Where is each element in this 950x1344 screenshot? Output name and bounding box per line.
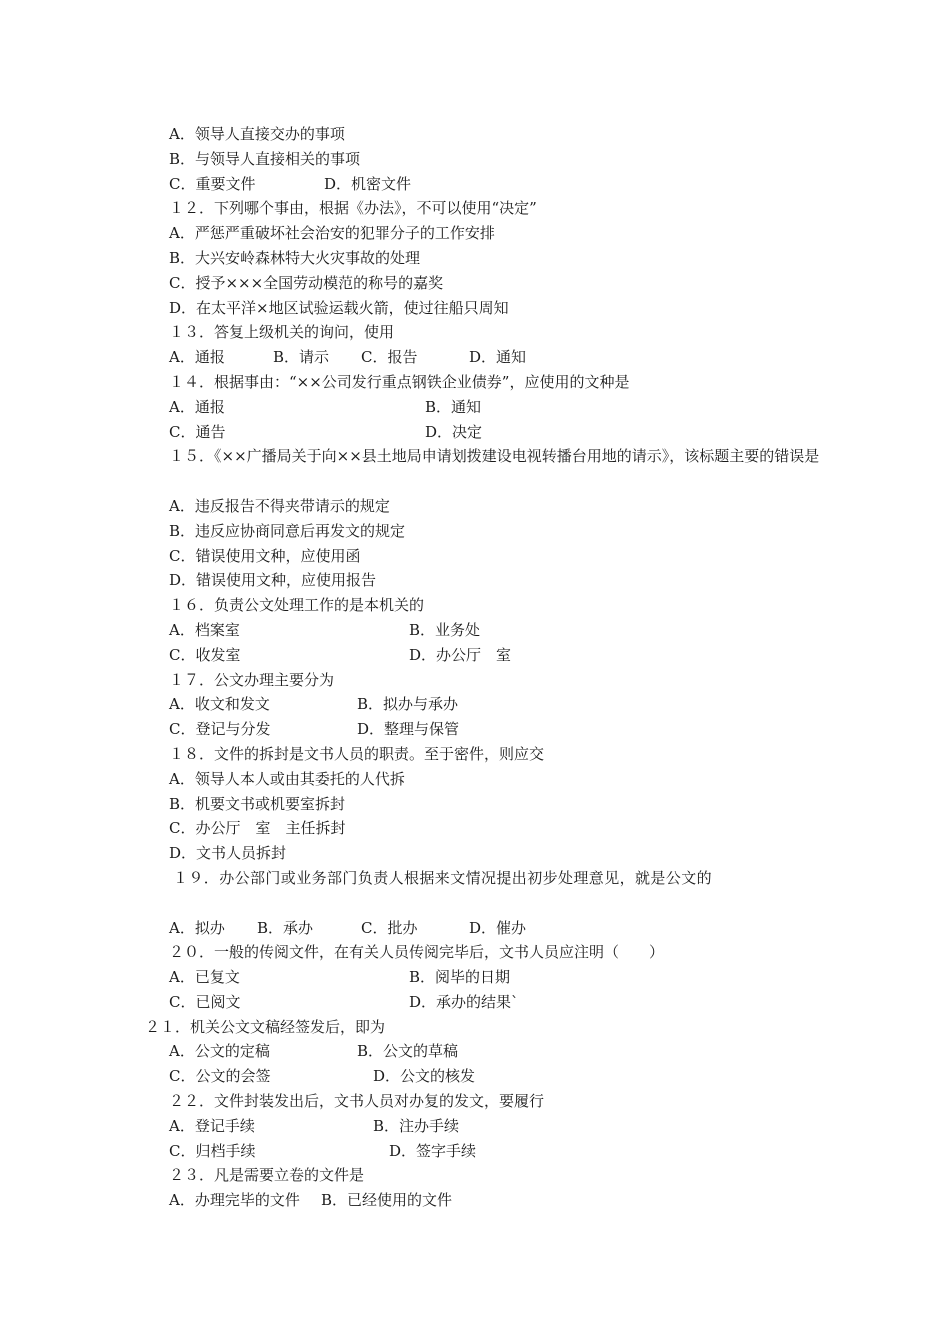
question-16: １６．负责公文处理工作的是本机关的 [169, 596, 425, 615]
option-b: B．请示 [273, 348, 330, 367]
option-a: A．通报 [169, 348, 225, 367]
option-row [145, 345, 825, 370]
option-row [145, 172, 825, 197]
option-row [145, 1064, 825, 1089]
option-d: D．承办的结果` [409, 992, 519, 1011]
option-b: B．注办手续 [373, 1116, 460, 1135]
question-21: ２１．机关公文文稿经签发后，即为 [145, 1017, 386, 1036]
question-23: ２３．凡是需要立卷的文件是 [169, 1166, 365, 1185]
option-b: B．承办 [257, 918, 314, 937]
blank-line [145, 891, 825, 916]
option-d: D．整理与保管 [357, 720, 460, 739]
option-a: A．已复文 [169, 968, 240, 987]
option-a: A．办理完毕的文件 [169, 1191, 300, 1210]
question-18: １８．文件的拆封是文书人员的职责。至于密件，则应交 [169, 744, 545, 763]
option-a: A．拟办 [169, 918, 225, 937]
option-line: B．违反应协商同意后再发文的规定 [169, 521, 406, 540]
option-line: A．严惩严重破坏社会治安的犯罪分子的工作安排 [169, 224, 495, 243]
option-row [145, 395, 825, 420]
option-c: C．登记与分发 [169, 720, 271, 739]
option-b: B．拟办与承办 [357, 695, 459, 714]
option-b: B．业务处 [409, 620, 481, 639]
option-b: B．公文的草稿 [357, 1042, 459, 1061]
option-a: A．公文的定稿 [169, 1042, 270, 1061]
question-19: １９．办公部门或业务部门负责人根据来文情况提出初步处理意见，就是公文的 [173, 868, 713, 887]
option-c: C．重要文件 [169, 174, 256, 193]
option-row [145, 965, 825, 990]
option-c: C．归档手续 [169, 1141, 256, 1160]
option-c: C．已阅文 [169, 992, 241, 1011]
option-d: D．办公厅 室 [409, 645, 512, 664]
option-row [145, 916, 825, 941]
option-row [145, 643, 825, 668]
question-14: １４．根据事由：“××公司发行重点钢铁企业债券”，应使用的文种是 [169, 372, 630, 391]
option-d: D．通知 [469, 348, 527, 367]
option-row [145, 420, 825, 445]
option-d: D．催办 [469, 918, 527, 937]
option-c: C．公文的会签 [169, 1067, 271, 1086]
option-line: B．机要文书或机要室拆封 [169, 794, 346, 813]
option-row [145, 990, 825, 1015]
option-c: C．报告 [361, 348, 418, 367]
question-13: １３．答复上级机关的询问，使用 [169, 323, 395, 342]
question-22: ２２．文件封装发出后，文书人员对办复的发文，要履行 [169, 1092, 545, 1111]
option-row [145, 1188, 825, 1213]
option-line: C．办公厅 室 主任拆封 [169, 819, 346, 838]
option-line: B．与领导人直接相关的事项 [169, 149, 361, 168]
option-line: C．授予×××全国劳动模范的称号的嘉奖 [169, 273, 444, 292]
option-line: D．错误使用文种，应使用报告 [169, 571, 377, 590]
option-row [145, 692, 825, 717]
option-line: A．违反报告不得夹带请示的规定 [169, 496, 390, 515]
option-line: C．错误使用文种，应使用函 [169, 546, 361, 565]
option-row [145, 1039, 825, 1064]
option-b: B．已经使用的文件 [321, 1191, 453, 1210]
option-a: A．登记手续 [169, 1116, 255, 1135]
question-list [145, 122, 825, 1213]
option-d: D．决定 [425, 422, 483, 441]
option-b: B．通知 [425, 397, 482, 416]
option-row [145, 618, 825, 643]
option-row [145, 1114, 825, 1139]
question-17: １７．公文办理主要分为 [169, 670, 335, 689]
option-a: A．收文和发文 [169, 695, 270, 714]
option-d: D．公文的核发 [373, 1067, 476, 1086]
option-d: D．签字手续 [389, 1141, 477, 1160]
question-12: １２．下列哪个事由，根据《办法》，不可以使用“决定” [169, 199, 537, 218]
option-c: C．通告 [169, 422, 226, 441]
option-d: D．机密文件 [324, 174, 412, 193]
option-line: D．在太平洋×地区试验运载火箭，使过往船只周知 [169, 298, 509, 317]
option-a: A．通报 [169, 397, 225, 416]
question-20: ２０．一般的传阅文件，在有关人员传阅完毕后，文书人员应注明（ ） [169, 943, 665, 962]
option-c: C．收发室 [169, 645, 241, 664]
option-row [145, 1139, 825, 1164]
option-row [145, 717, 825, 742]
option-c: C．批办 [361, 918, 418, 937]
option-line: B．大兴安岭森林特大火灾事故的处理 [169, 248, 421, 267]
question-15 [145, 444, 825, 494]
option-a: A．档案室 [169, 620, 240, 639]
option-line: A．领导人直接交办的事项 [169, 125, 345, 143]
option-b: B．阅毕的日期 [409, 968, 511, 987]
option-line: A．领导人本人或由其委托的人代拆 [169, 769, 405, 788]
question-15-text: １５．《××广播局关于向××县土地局申请划拨建设电视转播台用地的请示》，该标题主要的错误是 [169, 447, 820, 466]
option-line: D．文书人员拆封 [169, 844, 287, 863]
